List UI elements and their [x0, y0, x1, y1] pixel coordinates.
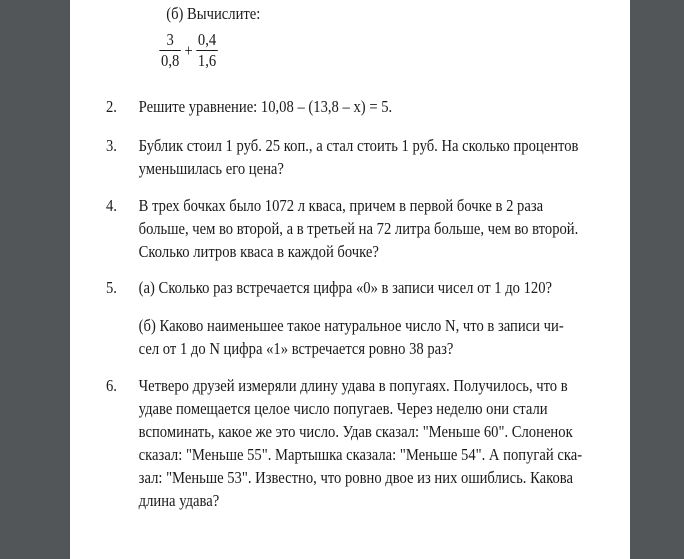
problem-number: 3.	[106, 136, 117, 155]
fraction-1	[159, 30, 181, 71]
problem-line: Решите уравнение: 10,08 – (13,8 – x) = 5.	[138, 97, 393, 116]
document-page	[70, 0, 630, 559]
problem-line: сказал: "Меньше 55". Мартышка сказала: "Меньше 54". А попугай ска-	[138, 445, 583, 464]
problem-number: 6.	[106, 376, 117, 395]
viewer-right-margin	[630, 0, 684, 559]
fraction-2-numerator: 0,4	[197, 30, 217, 49]
fraction-2	[196, 30, 218, 71]
problem-line: Четверо друзей измеряли длину удава в попугаях. Получилось, что в	[138, 376, 568, 395]
fraction-expression	[159, 30, 218, 71]
fraction-1-denominator: 0,8	[161, 51, 180, 70]
problem-line: зал: "Меньше 53". Известно, что ровно двое из них ошиблись. Какова	[138, 468, 574, 487]
problem-line: больше, чем во второй, а в третьей на 72 литра больше, чем во второй.	[138, 219, 579, 238]
problem-line: Сколько литров кваса в каждой бочке?	[138, 242, 379, 261]
problem-number: 5.	[106, 278, 117, 297]
part-b-header: (б) Вычислите:	[166, 4, 261, 23]
viewer-left-margin	[0, 0, 70, 559]
problem-line: вспоминать, какое же это число. Удав сказал: "Меньше 60". Слоненок	[138, 422, 573, 441]
fraction-2-denominator: 1,6	[197, 51, 217, 70]
fraction-1-numerator: 3	[166, 30, 174, 49]
problem-line: сел от 1 до N цифра «1» встречается ровно 38 раз?	[138, 339, 454, 358]
problem-line: Бублик стоил 1 руб. 25 коп., а стал стоить 1 руб. На сколько процентов	[138, 136, 579, 155]
problem-line: В трех бочках было 1072 л кваса, причем в первой бочке в 2 раза	[138, 196, 544, 215]
plus-sign: +	[184, 41, 193, 60]
problem-line: (а) Сколько раз встречается цифра «0» в записи чисел от 1 до 120?	[138, 278, 553, 297]
problem-number: 4.	[106, 196, 117, 215]
problem-line: уменьшилась его цена?	[138, 159, 284, 178]
problem-line: удаве помещается целое число попугаев. Через неделю они стали	[138, 399, 548, 418]
problem-line: длина удава?	[138, 491, 220, 510]
problem-line: (б) Каково наименьшее такое натуральное число N, что в записи чи-	[138, 316, 564, 335]
problem-number: 2.	[106, 97, 117, 116]
